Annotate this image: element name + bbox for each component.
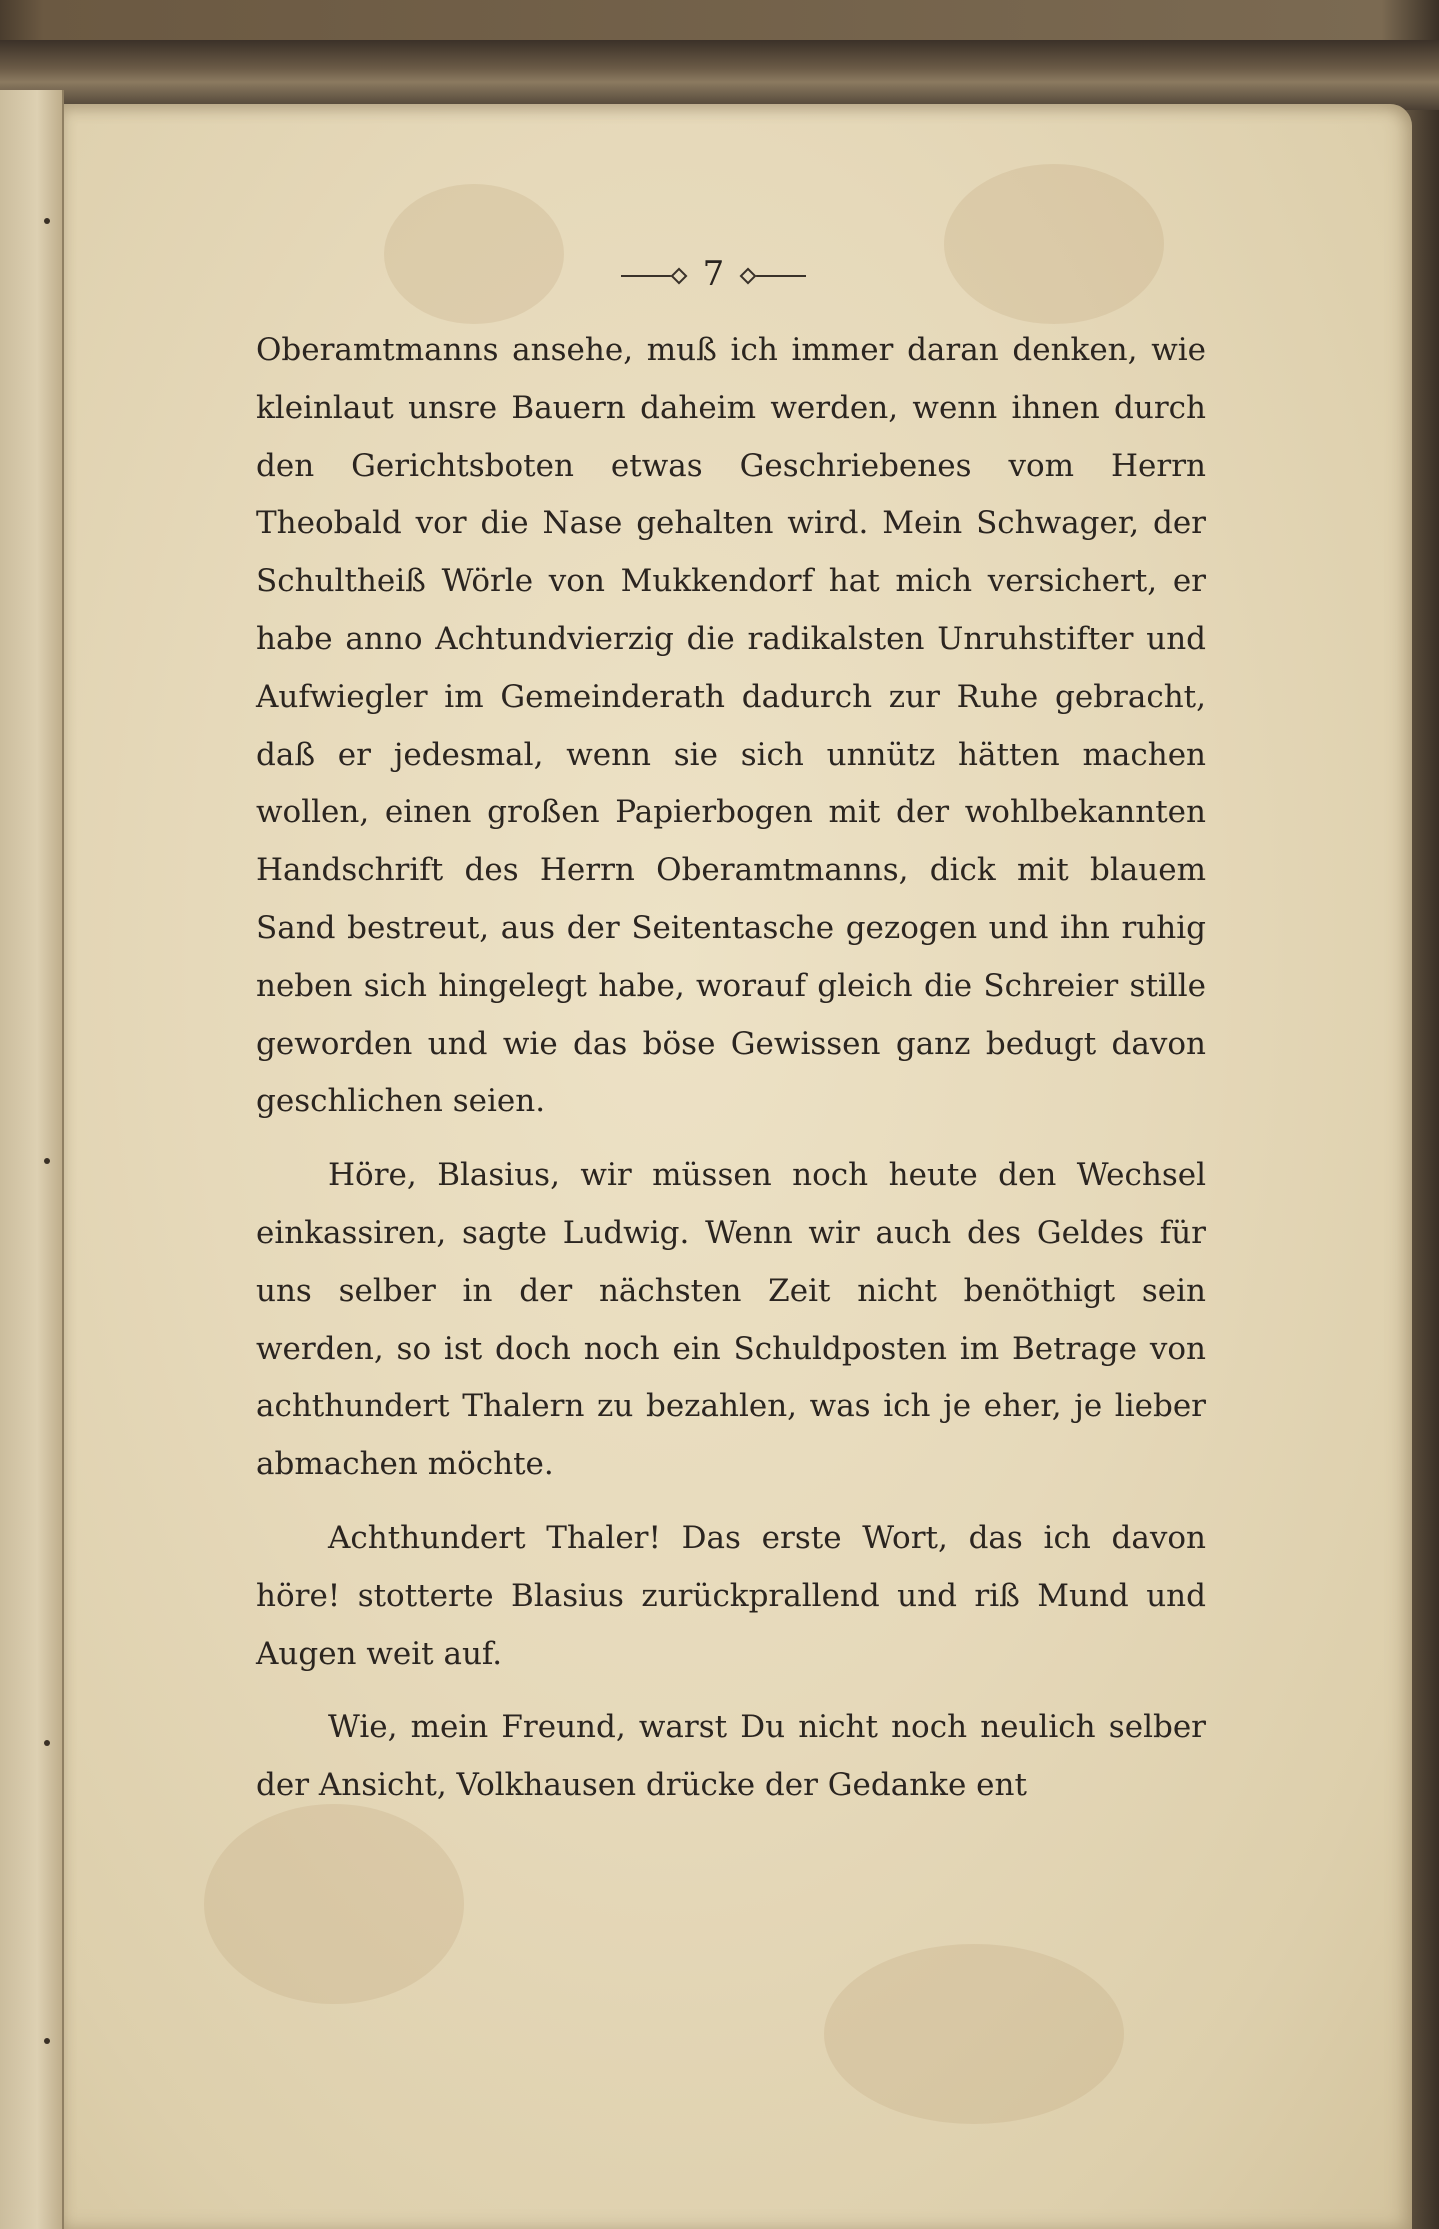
book-binding — [0, 40, 1439, 110]
paper-stain — [824, 1944, 1124, 2124]
binding-mark — [44, 2038, 50, 2044]
binding-mark — [44, 1740, 50, 1746]
paragraph: Höre, Blasius, wir müssen noch heute den Wechsel einkassiren, sagte Ludwig. Wenn wir auch des Geldes für uns selber in der nächsten Zeit nicht benöthigt sein werden, so ist doch noch ein Schuldposten im Betrage von achthundert Thalern zu bezahlen, was ich je eher, je lieber abmachen möchte. — [256, 1157, 1206, 1483]
paragraph: Wie, mein Freund, warst Du nicht noch neulich selber der Ansicht, Volkhausen drücke der Gedanke ent — [256, 1709, 1206, 1804]
paragraph: Oberamtmanns ansehe, muß ich immer daran denken, wie kleinlaut unsre Bauern daheim werden, wenn ihnen durch den Gerichtsboten etwas Geschriebenes vom Herrn Theobald vor die Nase gehalten wird. Mein Schwager, der Schultheiß Wörle von Mukkendorf hat mich versichert, er habe anno Achtundvierzig die radikalsten Unruhstifter und Aufwiegler im Gemeinderath dadurch zur Ruhe gebracht, daß er jedesmal, wenn sie sich unnütz hätten machen wollen, einen großen Papierbogen mit der wohlbekannten Handschrift des Herrn Oberamtmanns, dick mit blauem Sand bestreut, aus der Seitentasche gezogen und ihn ruhig neben sich hingelegt habe, worauf gleich die Schreier stille geworden und wie das böse Gewissen ganz bedugt davon geschlichen seien. — [256, 332, 1206, 1120]
ornament-right — [746, 275, 806, 277]
page-number — [0, 254, 1433, 294]
body-text — [256, 322, 1206, 1815]
facing-page-edge — [0, 90, 64, 2229]
page-number-value: 7 — [702, 254, 725, 294]
ornament-left — [621, 275, 681, 277]
binding-mark — [44, 1158, 50, 1164]
paragraph: Achthundert Thaler! Das erste Wort, das ich davon höre! stotterte Blasius zurückprallend und riß Mund und Augen weit auf. — [256, 1519, 1206, 1672]
paper-stain — [944, 164, 1164, 324]
binding-mark — [44, 218, 50, 224]
paper-stain — [204, 1804, 464, 2004]
